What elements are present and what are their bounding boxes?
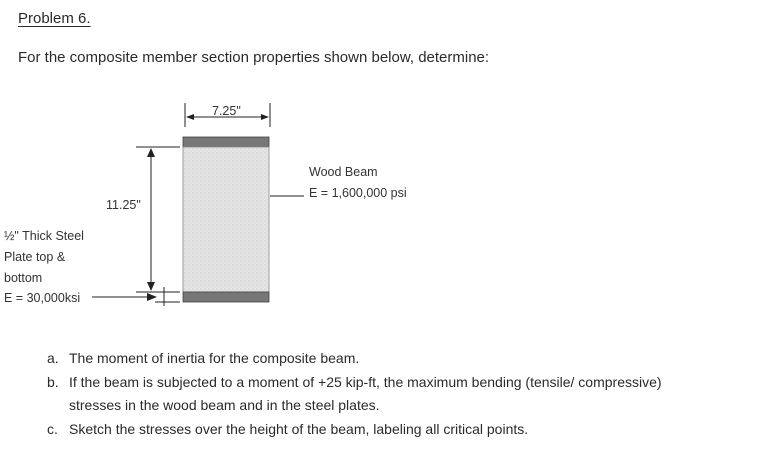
question-c-text: Sketch the stresses over the height of the beam, labeling all critical points. [69,421,529,437]
width-label: 7.25" [212,104,241,118]
steel-modulus-label: E = 30,000ksi [4,291,81,305]
steel-label-line3: bottom [4,271,43,285]
steel-leader-arrow [147,293,157,301]
steel-label-line2: Plate top & [4,250,66,264]
question-b-text-line1: If the beam is subjected to a moment of +25 kip-ft, the maximum bending (tensile/ compressive) [69,374,662,390]
question-a-text: The moment of inertia for the composite beam. [69,350,360,366]
problem-title: Problem 6. [18,10,91,27]
question-a-letter: a. [47,350,59,366]
height-dim-arrow-top [147,148,155,157]
problem-intro: For the composite member section properties shown below, determine: [18,49,490,66]
wood-beam [183,147,269,292]
wood-modulus-label: E = 1,600,000 psi [309,186,407,200]
wood-beam-label: Wood Beam [309,165,378,179]
width-dim-arrow-left [186,114,194,120]
steel-plate-bottom [183,292,269,302]
question-b-text-line2: stresses in the wood beam and in the steel plates. [69,397,380,413]
steel-plate-top [183,137,269,147]
height-label: 11.25" [106,198,141,212]
height-dim-arrow-bottom [147,282,155,291]
question-c-letter: c. [47,421,58,437]
steel-label-line1: ½" Thick Steel [4,229,84,243]
width-dim-arrow-right [261,114,269,120]
question-b-letter: b. [47,374,59,390]
